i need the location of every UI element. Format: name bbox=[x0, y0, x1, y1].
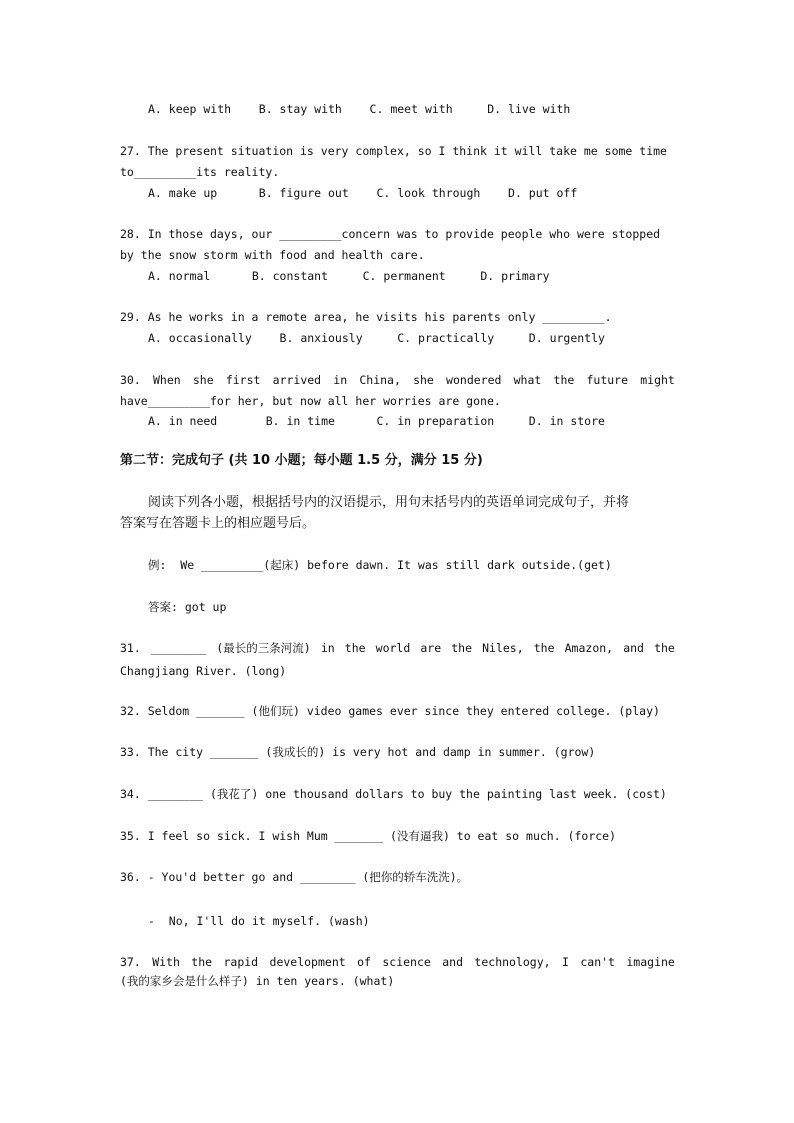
word: When bbox=[152, 373, 181, 387]
word: China, bbox=[359, 373, 401, 387]
q37-stem-line2: (我的家乡会是什么样子) in ten years. (what) bbox=[120, 974, 395, 988]
word: the bbox=[191, 955, 213, 969]
word: Amazon, bbox=[564, 641, 614, 655]
example-sentence: 例: We _________(起床) before dawn. It was still dark outside.(get) bbox=[148, 558, 612, 572]
q31-stem-line1 bbox=[120, 640, 675, 656]
q36-stem-line1: 36. - You'd better go and ________ (把你的轿车洗洗)。 bbox=[120, 870, 469, 884]
q27-options: A. make up B. figure out C. look through D. put off bbox=[148, 186, 578, 200]
word: arrived bbox=[272, 373, 322, 387]
word: the bbox=[533, 641, 555, 655]
q28-stem-line1: 28. In those days, our _________concern was to provide people who were stopped bbox=[120, 227, 661, 241]
word: ________ bbox=[150, 641, 207, 655]
q28-options: A. normal B. constant C. permanent D. primary bbox=[148, 269, 550, 283]
q30-stem-line2: have_________for her, but now all her worries are gone. bbox=[120, 394, 501, 408]
word: future bbox=[586, 373, 629, 387]
word: can't bbox=[580, 955, 615, 969]
word: Niles, bbox=[482, 641, 524, 655]
q33-stem: 33. The city _______ (我成长的) is very hot and damp in summer. (grow) bbox=[120, 745, 596, 759]
q35-stem: 35. I feel so sick. I wish Mum _______ (没有逼我) to eat so much. (force) bbox=[120, 829, 617, 843]
q31-stem-line2: Changjiang River. (long) bbox=[120, 664, 287, 678]
word: I bbox=[562, 955, 569, 969]
word: and bbox=[442, 955, 464, 969]
word: the bbox=[553, 373, 575, 387]
word: 37. bbox=[120, 955, 141, 969]
word: With bbox=[152, 955, 180, 969]
word: science bbox=[382, 955, 431, 969]
word: 31. bbox=[120, 641, 141, 655]
instructions-line2: 答案写在答题卡上的相应题号后。 bbox=[120, 516, 316, 531]
q34-stem: 34. ________ (我花了) one thousand dollars to buy the painting last week. (cost) bbox=[120, 787, 667, 801]
word: she bbox=[413, 373, 434, 387]
word: the bbox=[344, 641, 366, 655]
q27-stem-line1: 27. The present situation is very complex, so I think it will take me some time bbox=[120, 144, 667, 158]
word: might bbox=[640, 373, 675, 387]
q30-options: A. in need B. in time C. in preparation D. in store bbox=[148, 414, 605, 428]
q29-options: A. occasionally B. anxiously C. practically D. urgently bbox=[148, 331, 605, 345]
instructions-line1: 阅读下列各小题，根据括号内的汉语提示，用句末括号内的英语单词完成句子，并将 bbox=[148, 495, 630, 510]
example-answer: 答案: got up bbox=[148, 600, 227, 614]
word: the bbox=[451, 641, 473, 655]
q29-stem-line1: 29. As he works in a remote area, he visits his parents only _________. bbox=[120, 310, 612, 324]
word: wondered bbox=[446, 373, 502, 387]
word: in bbox=[320, 641, 335, 655]
q37-stem-line1 bbox=[120, 954, 675, 970]
word: (最长的三条河流) bbox=[216, 641, 311, 655]
word: imagine bbox=[626, 955, 675, 969]
word: and bbox=[623, 641, 644, 655]
word: world bbox=[375, 641, 411, 655]
q30-stem-line1 bbox=[120, 372, 675, 388]
word: development bbox=[269, 955, 346, 969]
q28-stem-line2: by the snow storm with food and health care. bbox=[120, 248, 425, 262]
q36-stem-line2: - No, I'll do it myself. (wash) bbox=[148, 914, 370, 928]
section-heading: 第二节：完成句子 (共 10 小题；每小题 1.5 分，满分 15 分) bbox=[120, 453, 483, 468]
word: what bbox=[513, 373, 542, 387]
word: are bbox=[420, 641, 442, 655]
word: of bbox=[357, 955, 371, 969]
q32-stem: 32. Seldom _______ (他们玩) video games ever since they entered college. (play) bbox=[120, 704, 660, 718]
word: 30. bbox=[120, 373, 141, 387]
word: first bbox=[225, 373, 261, 387]
word: technology, bbox=[474, 955, 551, 969]
word: in bbox=[333, 373, 348, 387]
word: the bbox=[654, 641, 675, 655]
q27-stem-line2: to_________its reality. bbox=[120, 165, 280, 179]
word: she bbox=[192, 373, 214, 387]
q26-options: A. keep with B. stay with C. meet with D. live with bbox=[148, 102, 571, 116]
word: rapid bbox=[223, 955, 259, 969]
